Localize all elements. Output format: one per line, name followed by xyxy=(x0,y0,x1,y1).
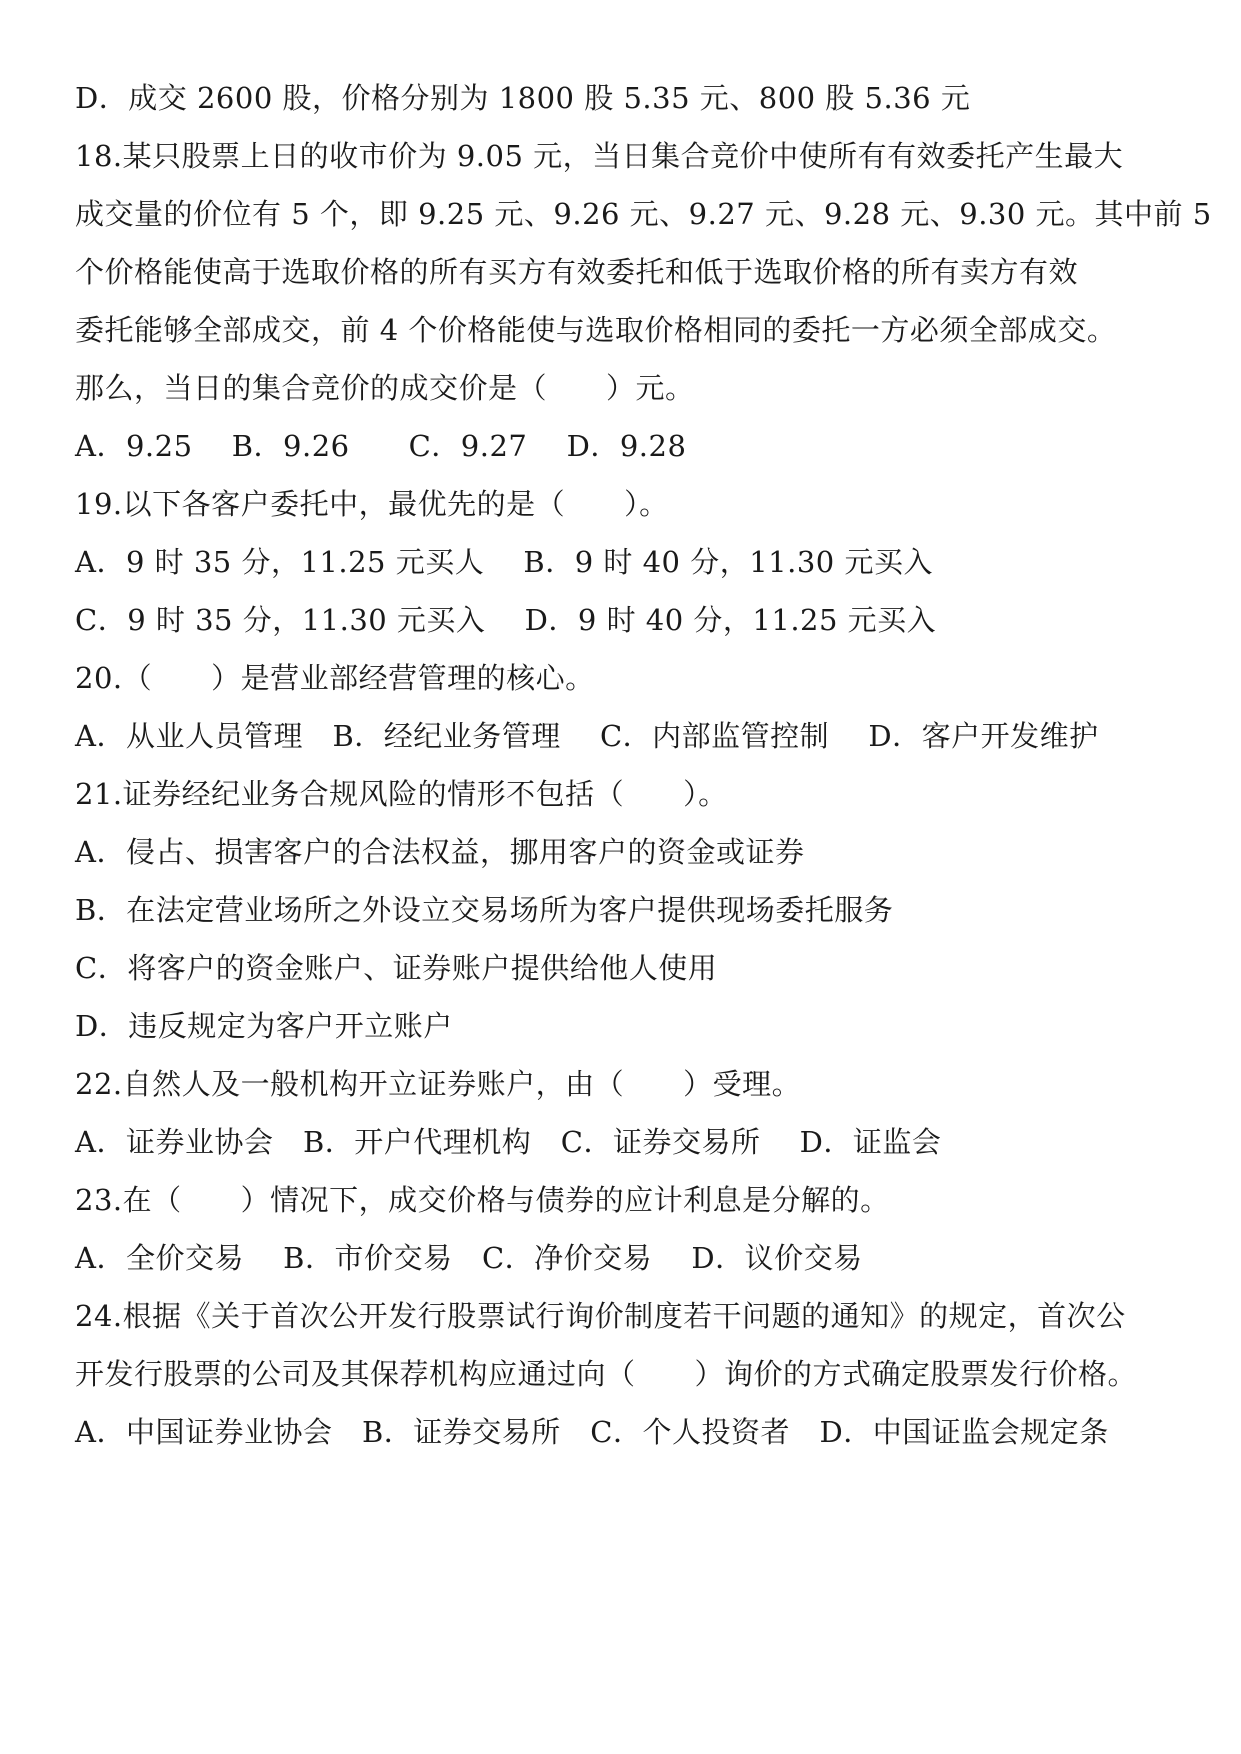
text-line-q18-1: 18.某只股票上日的收市价为 9.05 元，当日集合竞价中使所有有效委托产生最大 xyxy=(75,139,1124,173)
text-line-q18-4: 委托能够全部成交，前 4 个价格能使与选取价格相同的委托一方必须全部成交。 xyxy=(75,313,1117,347)
text-line-q24-1: 24.根据《关于首次公开发行股票试行询价制度若干问题的通知》的规定，首次公 xyxy=(75,1299,1126,1333)
text-line-q21-option-b: B．在法定营业场所之外设立交易场所为客户提供现场委托服务 xyxy=(75,893,894,927)
text-line-q21-option-c: C．将客户的资金账户、证券账户提供给他人使用 xyxy=(75,951,718,985)
text-line-q18-options: A．9.25 B．9.26 C．9.27 D．9.28 xyxy=(75,429,687,463)
text-line-q22-options: A．证券业协会 B．开户代理机构 C．证券交易所 D．证监会 xyxy=(75,1125,942,1159)
text-line-q18-5: 那么，当日的集合竞价的成交价是（ ）元。 xyxy=(75,371,695,405)
text-line-q18-3: 个价格能使高于选取价格的所有买方有效委托和低于选取价格的所有卖方有效 xyxy=(75,255,1079,289)
text-line-q18-2: 成交量的价位有 5 个，即 9.25 元、9.26 元、9.27 元、9.28 元、9.30 元。其中前 5 xyxy=(75,197,1212,231)
text-line-q21: 21.证券经纪业务合规风险的情形不包括（ ）。 xyxy=(75,777,728,811)
text-line-q19-options-cd: C．9 时 35 分，11.30 元买入 D．9 时 40 分，11.25 元买入 xyxy=(75,603,937,637)
text-line-q20-options: A．从业人员管理 B．经纪业务管理 C．内部监管控制 D．客户开发维护 xyxy=(75,719,1099,753)
text-line-q24-2: 开发行股票的公司及其保荐机构应通过向（ ）询价的方式确定股票发行价格。 xyxy=(75,1357,1138,1391)
text-line-q22: 22.自然人及一般机构开立证券账户，由（ ）受理。 xyxy=(75,1067,802,1101)
text-line-q19-options-ab: A．9 时 35 分，11.25 元买人 B．9 时 40 分，11.30 元买入 xyxy=(75,545,933,579)
text-line-q20: 20.（ ）是营业部经营管理的核心。 xyxy=(75,661,595,695)
text-line-q23: 23.在（ ）情况下，成交价格与债券的应计利息是分解的。 xyxy=(75,1183,890,1217)
text-line-q21-option-d: D．违反规定为客户开立账户 xyxy=(75,1009,453,1043)
text-line-q24-options: A．中国证券业协会 B．证券交易所 C．个人投资者 D．中国证监会规定条 xyxy=(75,1415,1109,1449)
text-line-17d: D．成交 2600 股，价格分别为 1800 股 5.35 元、800 股 5.36 元 xyxy=(75,81,971,115)
text-line-q23-options: A．全价交易 B．市价交易 C．净价交易 D．议价交易 xyxy=(75,1241,863,1275)
text-line-q21-option-a: A．侵占、损害客户的合法权益，挪用客户的资金或证券 xyxy=(75,835,805,869)
text-line-q19: 19.以下各客户委托中，最优先的是（ ）。 xyxy=(75,487,669,521)
